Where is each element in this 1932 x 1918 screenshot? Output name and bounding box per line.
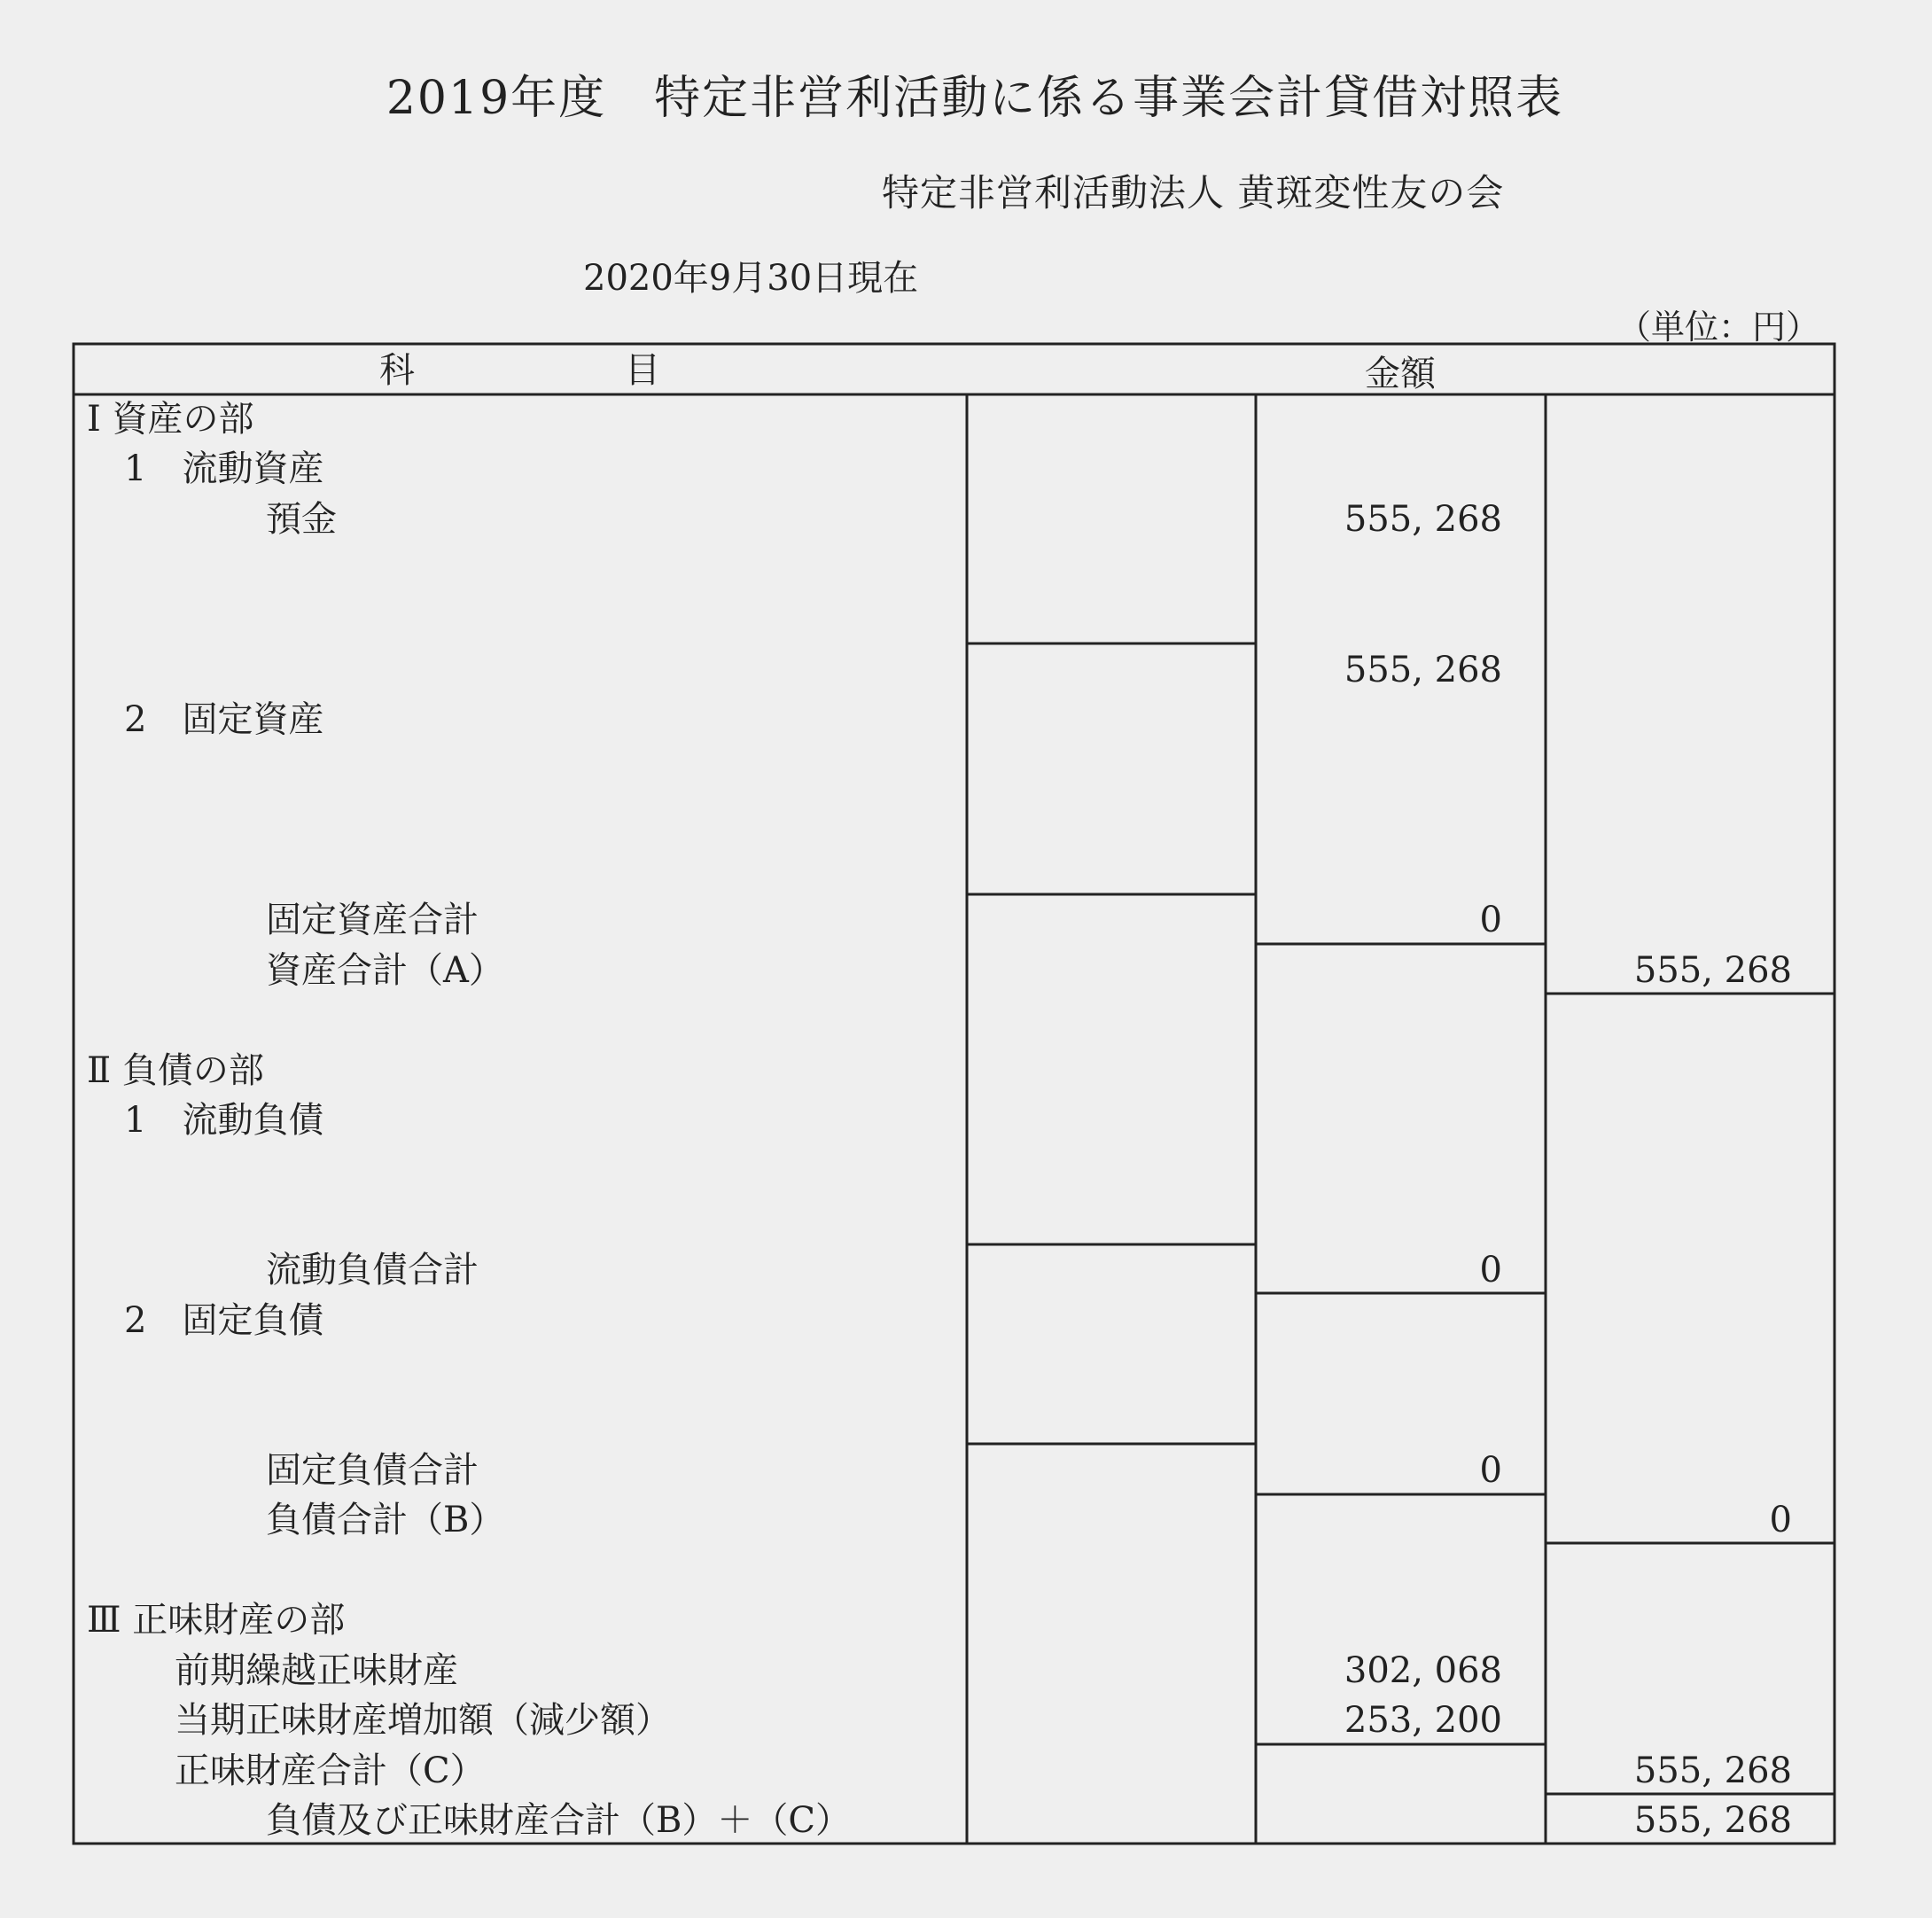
label-fixed-assets-total: 固定資産合計: [266, 900, 479, 940]
amount-current-assets-total: 555, 268: [1344, 650, 1502, 690]
header-subject-2: 目: [625, 350, 660, 391]
label-prior-net-assets: 前期繰越正味財産: [175, 1650, 458, 1691]
amount-assets-total: 555, 268: [1633, 950, 1792, 991]
organization-name: 特定非営利活動法人 黄斑変性友の会: [882, 171, 1505, 214]
label-fixed-assets: 2 固定資産: [124, 699, 324, 740]
label-net-assets-change: 当期正味財産増加額（減少額）: [175, 1700, 671, 1741]
label-fixed-liabilities-total: 固定負債合計: [266, 1450, 479, 1491]
label-current-assets: 1 流動資産: [124, 448, 324, 489]
label-fixed-liabilities: 2 固定負債: [124, 1300, 324, 1341]
amount-net-assets-total: 555, 268: [1633, 1750, 1792, 1791]
label-net-assets-total: 正味財産合計（C）: [175, 1750, 486, 1791]
document-title: 2019年度 特定非営利活動に係る事業会計貸借対照表: [386, 72, 1564, 125]
amount-grand-total: 555, 268: [1633, 1800, 1792, 1841]
as-of-date: 2020年9月30日現在: [583, 258, 919, 299]
label-liabilities-section: Ⅱ 負債の部: [87, 1050, 264, 1091]
label-current-liabilities-total: 流動負債合計: [266, 1250, 479, 1290]
amount-current-liabilities-total: 0: [1479, 1250, 1502, 1290]
amount-liabilities-total: 0: [1769, 1500, 1792, 1540]
amount-fixed-liabilities-total: 0: [1479, 1450, 1502, 1491]
amount-net-assets-change: 253, 200: [1344, 1700, 1502, 1741]
label-liabilities-total: 負債合計（B）: [266, 1500, 505, 1540]
label-grand-total: 負債及び正味財産合計（B）＋（C）: [266, 1800, 851, 1841]
amount-deposits: 555, 268: [1344, 499, 1502, 540]
unit-label: （単位：円）: [1617, 308, 1820, 347]
amount-prior-net-assets: 302, 068: [1344, 1650, 1502, 1691]
label-current-liabilities: 1 流動負債: [124, 1100, 324, 1141]
label-net-assets-section: Ⅲ 正味財産の部: [87, 1600, 346, 1641]
label-deposits: 預金: [266, 499, 337, 540]
label-assets-section: Ⅰ 資産の部: [87, 399, 254, 440]
label-assets-total: 資産合計（A）: [266, 950, 504, 991]
header-subject-1: 科: [379, 350, 415, 391]
header-amount: 金額: [1365, 354, 1436, 394]
amount-fixed-assets-total: 0: [1479, 900, 1502, 940]
